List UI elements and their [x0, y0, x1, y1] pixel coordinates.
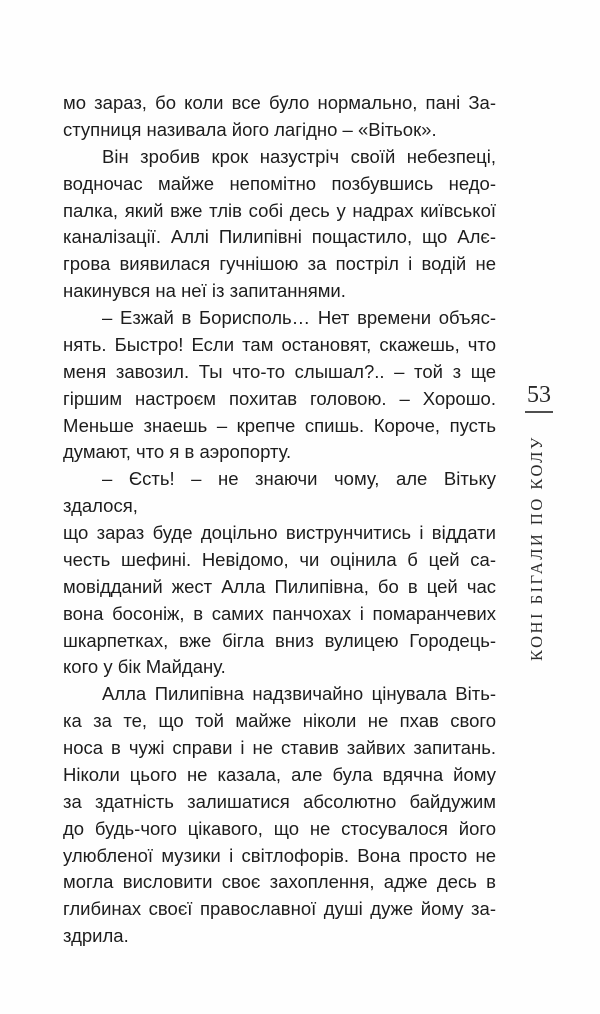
text-line: до будь-чого цікавого, що не стосувалося його	[63, 817, 496, 839]
text-line: честь шефині. Невідомо, чи оцінила б цей са-	[63, 548, 496, 570]
text-line: вона босоніж, в самих панчохах і помаранчевих	[63, 602, 496, 624]
paragraph	[63, 466, 496, 681]
margin-title: КОНІ БІГАЛИ ПО КОЛУ	[527, 435, 546, 661]
text-line: гіршим настроєм похитав головою. – Хорошо.	[63, 387, 496, 409]
text-line: думают, что я в аэропорту.	[63, 441, 292, 463]
page-number-rule	[525, 411, 553, 413]
text-line: що зараз буде доцільно виструнчитись і віддати	[63, 522, 496, 543]
text-line: – Єсть! – не знаючи чому, але Вітьку здалося,	[63, 468, 496, 517]
text-line: улюбленої музики і світлофорів. Вона просто не	[63, 844, 496, 866]
text-line: Алла Пилипівна надзвичайно цінувала Віть-	[102, 683, 496, 705]
text-line: кого у бік Майдану.	[63, 656, 226, 678]
text-line: палка, який вже тлів собі десь у надрах київської	[63, 199, 496, 221]
text-line: Ніколи цього не казала, але була вдячна йому	[63, 763, 496, 785]
text-line: шкарпетках, вже бігла вниз вулицею Городець-	[63, 629, 496, 651]
text-line: ка за те, що той майже ніколи не пхав свого	[63, 710, 496, 732]
text-line: могла висловити своє захоплення, адже десь в	[63, 871, 496, 893]
text-line: носа в чужі справи і не ставив зайвих запитань.	[63, 737, 496, 758]
paragraph	[63, 681, 496, 950]
text-line: Меньше знаешь – крепче спишь. Короче, пусть	[63, 414, 496, 436]
text-line: водночас майже непомітно позбувшись недо-	[63, 172, 496, 194]
body-text	[63, 90, 496, 950]
text-line: грова виявилася гучнішою за постріл і водій не	[63, 253, 496, 275]
text-line: здрила.	[63, 925, 129, 947]
text-line: каналізації. Аллі Пилипівні пощастило, що Алє-	[63, 226, 496, 248]
text-line: нять. Быстро! Если там остановят, скажешь, что	[63, 333, 496, 355]
text-line: за здатність залишатися абсолютно байдужим	[63, 790, 496, 812]
text-line: меня завозил. Ты что-то слышал?.. – той з ще	[63, 360, 496, 382]
paragraph	[63, 90, 496, 144]
paragraph	[63, 305, 496, 466]
page-number: 53	[527, 382, 551, 408]
text-line: мовідданий жест Алла Пилипівна, бо в цей час	[63, 575, 496, 597]
text-line: – Езжай в Борисполь… Нет времени объяс-	[102, 307, 496, 328]
paragraph	[63, 144, 496, 305]
text-line: ступниця називала його лагідно – «Вітьок».	[63, 118, 437, 140]
text-line: накинувся на неї із запитаннями.	[63, 280, 346, 302]
text-line: глибинах своєї православної душі дуже йому за-	[63, 898, 496, 920]
text-line: Він зробив крок назустріч своїй небезпеці,	[102, 145, 496, 167]
text-line: мо зараз, бо коли все було нормально, пані За-	[63, 92, 496, 113]
